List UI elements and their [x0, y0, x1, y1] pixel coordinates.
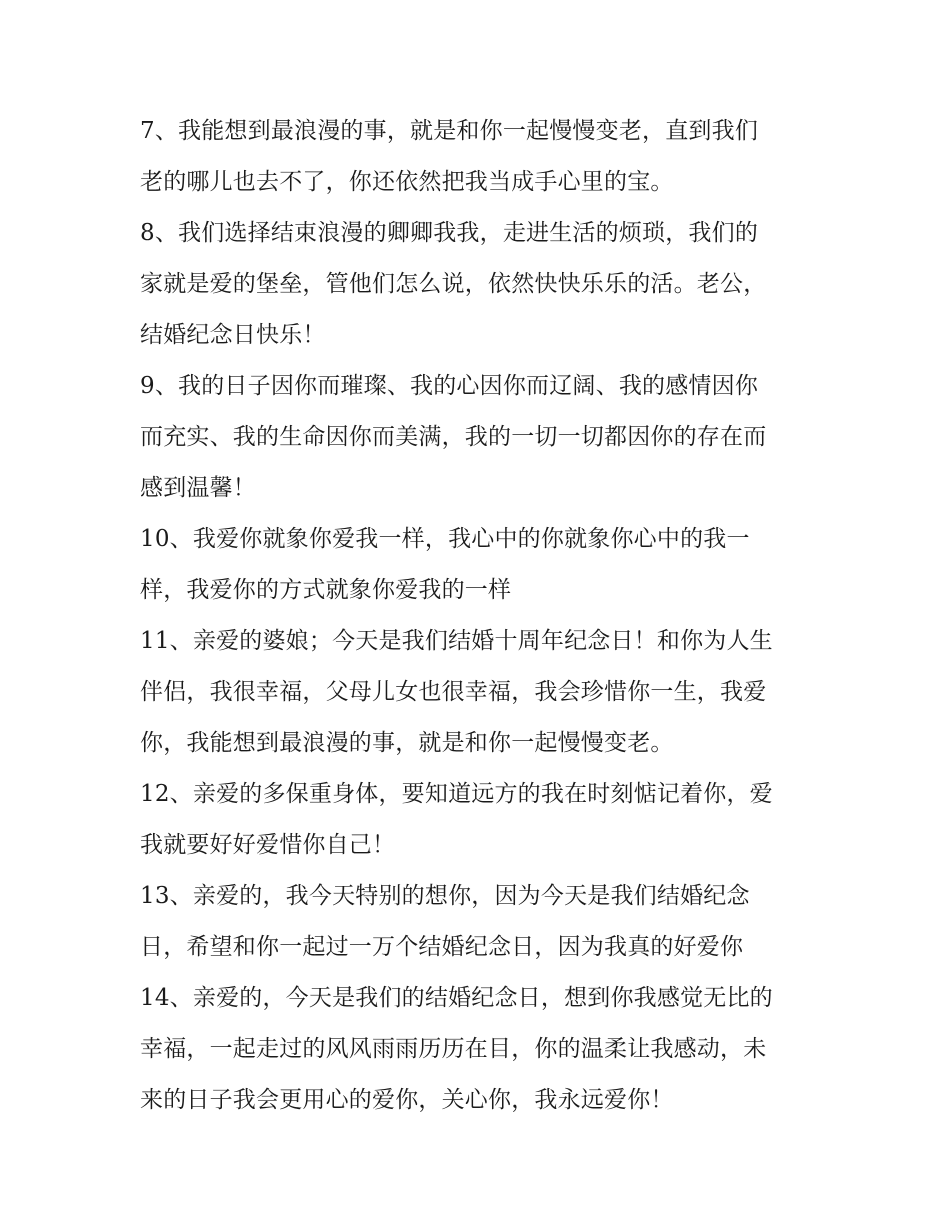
- text-line: 感到温馨！: [140, 475, 256, 501]
- text-line: 10、我爱你就象你爱我一样，我心中的你就象你心中的我一: [140, 526, 750, 552]
- text-line: 幸福，一起走过的风风雨雨历历在目，你的温柔让我感动，未: [140, 1036, 767, 1062]
- text-line: 7、我能想到最浪漫的事，就是和你一起慢慢变老，直到我们: [140, 118, 759, 144]
- text-line: 家就是爱的堡垒，管他们怎么说，依然快快乐乐的活。老公，: [140, 271, 767, 297]
- text-line: 9、我的日子因你而璀璨、我的心因你而辽阔、我的感情因你: [140, 373, 759, 399]
- text-line: 样，我爱你的方式就象你爱我的一样: [140, 577, 512, 603]
- text-line: 而充实、我的生命因你而美满，我的一切一切都因你的存在而: [140, 424, 767, 450]
- text-line: 日，希望和你一起过一万个结婚纪念日，因为我真的好爱你: [140, 934, 744, 960]
- text-line: 11、亲爱的婆娘；今天是我们结婚十周年纪念日！和你为人生: [140, 628, 773, 654]
- text-line: 来的日子我会更用心的爱你，关心你，我永远爱你！: [140, 1087, 674, 1113]
- text-line: 8、我们选择结束浪漫的卿卿我我，走进生活的烦琐，我们的: [140, 220, 759, 246]
- text-line: 结婚纪念日快乐！: [140, 322, 326, 348]
- text-line: 12、亲爱的多保重身体，要知道远方的我在时刻惦记着你，爱: [140, 781, 773, 807]
- text-line: 你，我能想到最浪漫的事，就是和你一起慢慢变老。: [140, 730, 674, 756]
- text-line: 我就要好好爱惜你自己！: [140, 832, 396, 858]
- document-body: [140, 106, 820, 1126]
- text-line: 老的哪儿也去不了，你还依然把我当成手心里的宝。: [140, 169, 674, 195]
- text-line: 14、亲爱的，今天是我们的结婚纪念日，想到你我感觉无比的: [140, 985, 773, 1011]
- text-line: 伴侣，我很幸福，父母儿女也很幸福，我会珍惜你一生，我爱: [140, 679, 767, 705]
- text-line: 13、亲爱的，我今天特别的想你，因为今天是我们结婚纪念: [140, 883, 750, 909]
